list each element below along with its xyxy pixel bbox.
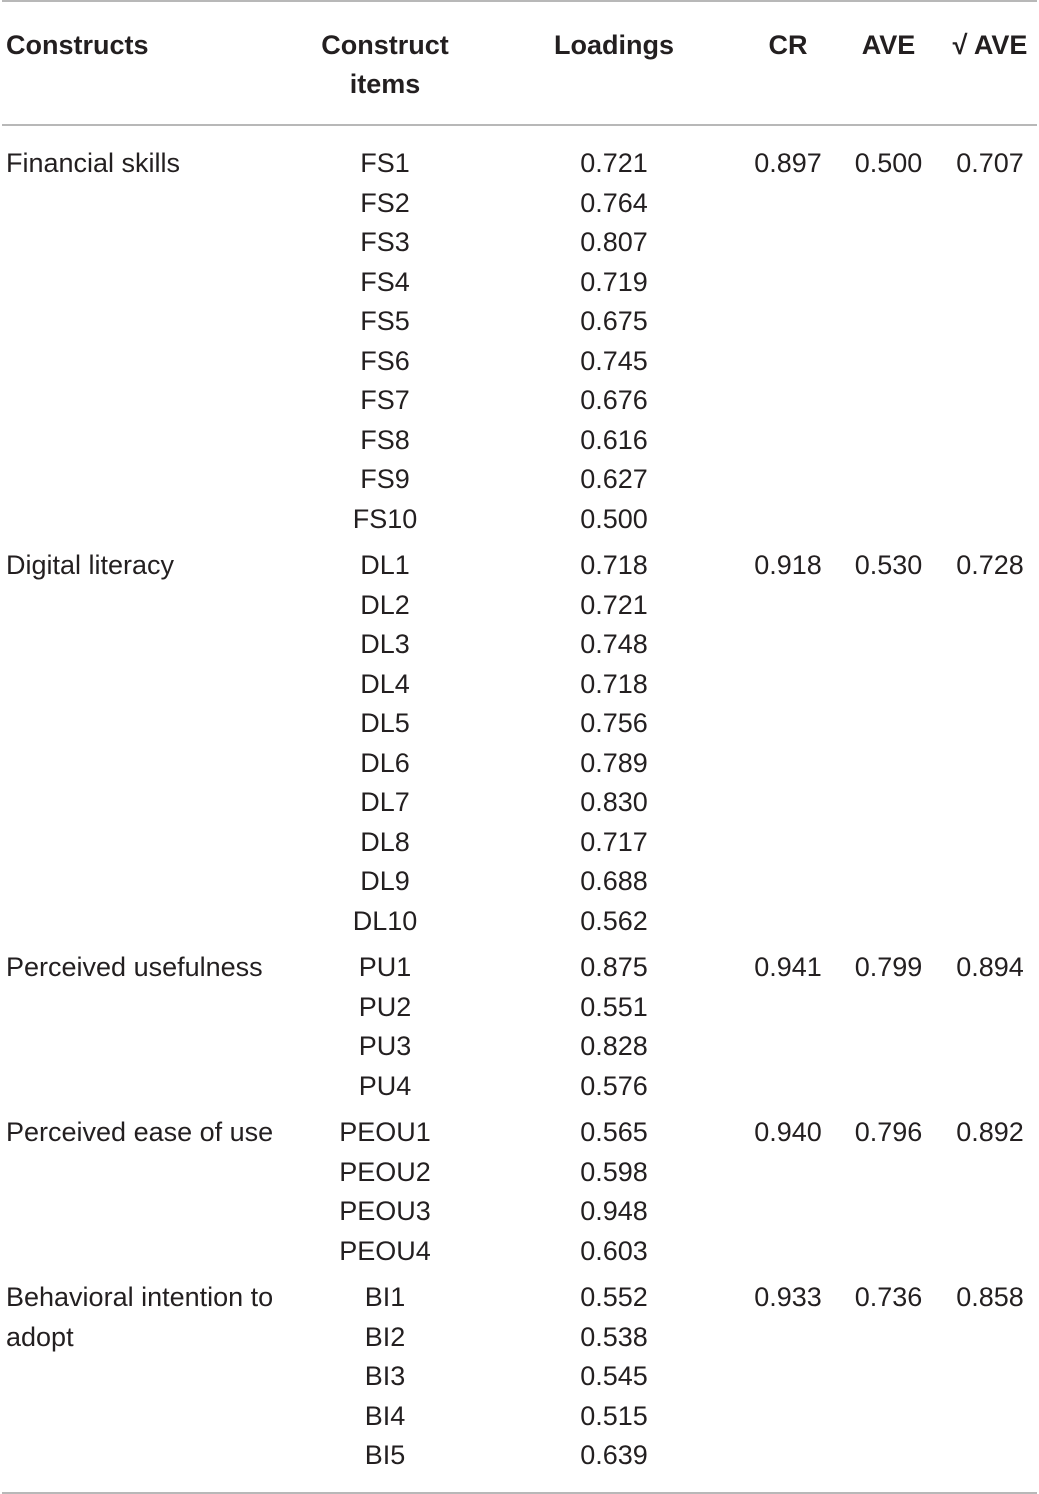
construct-ave: 0.530 xyxy=(854,550,923,580)
construct-ave: 0.500 xyxy=(854,148,923,178)
item-loading: 0.721 xyxy=(580,148,648,178)
construct-cr: 0.941 xyxy=(754,952,822,982)
item-loading: 0.745 xyxy=(580,345,648,376)
construct-item: FS8 xyxy=(360,424,410,455)
construct-ave: 0.736 xyxy=(854,1282,923,1312)
item-loading: 0.551 xyxy=(580,991,648,1022)
construct-item: DL9 xyxy=(360,866,410,896)
item-loading: 0.807 xyxy=(580,227,648,257)
item-loading: 0.830 xyxy=(580,787,648,817)
construct-cr: 0.933 xyxy=(754,1282,822,1312)
construct-item: PU1 xyxy=(358,952,412,982)
item-loading: 0.500 xyxy=(580,503,648,534)
construct-item: FS9 xyxy=(360,464,410,494)
construct-cr: 0.940 xyxy=(754,1117,822,1147)
construct-sqrt-ave: 0.707 xyxy=(956,148,1024,178)
construct-item: DL10 xyxy=(352,905,418,936)
construct-item: DL2 xyxy=(360,589,410,620)
construct-item: PU3 xyxy=(358,1031,412,1061)
table-body xyxy=(2,125,1037,1493)
header-cr: CR xyxy=(768,30,808,60)
construct-item: FS6 xyxy=(360,345,410,376)
construct-item: BI4 xyxy=(364,1400,406,1431)
construct-item: FS5 xyxy=(360,306,410,336)
item-loading: 0.616 xyxy=(580,424,648,455)
item-loading: 0.603 xyxy=(580,1235,648,1266)
construct-reliability-table-wrapper xyxy=(2,0,1037,1494)
item-loading: 0.515 xyxy=(580,1400,648,1431)
construct-sqrt-ave: 0.858 xyxy=(956,1282,1024,1312)
construct-item: DL8 xyxy=(360,826,410,857)
construct-item: DL4 xyxy=(360,668,410,699)
item-loading: 0.576 xyxy=(580,1070,648,1101)
header-ave: AVE xyxy=(861,30,916,60)
item-loading: 0.545 xyxy=(580,1361,648,1391)
item-loading: 0.948 xyxy=(580,1196,648,1226)
construct-item: FS2 xyxy=(360,187,410,218)
item-loading: 0.789 xyxy=(580,747,648,778)
item-loading: 0.717 xyxy=(580,826,648,857)
construct-sqrt-ave: 0.894 xyxy=(956,952,1024,982)
item-loading: 0.828 xyxy=(580,1031,648,1061)
table-row xyxy=(2,1271,1037,1318)
construct-item: FS3 xyxy=(360,227,410,257)
construct-item: DL3 xyxy=(360,629,410,659)
construct-ave: 0.799 xyxy=(854,952,923,982)
construct-item: PU4 xyxy=(358,1070,412,1101)
item-loading: 0.639 xyxy=(580,1440,648,1470)
table-row xyxy=(2,125,1037,184)
header-loadings: Loadings xyxy=(554,30,674,60)
table-header xyxy=(2,1,1037,125)
construct-item: BI2 xyxy=(364,1321,406,1352)
item-loading: 0.565 xyxy=(580,1117,648,1147)
item-loading: 0.688 xyxy=(580,866,648,896)
header-sqrt-ave: √ AVE xyxy=(952,30,1028,60)
item-loading: 0.875 xyxy=(580,952,648,982)
construct-item: FS10 xyxy=(352,503,418,534)
construct-item: PEOU4 xyxy=(339,1235,431,1266)
header-construct-items: Construct items xyxy=(321,30,449,99)
item-loading: 0.562 xyxy=(580,905,648,936)
item-loading: 0.538 xyxy=(580,1321,648,1352)
construct-item: DL6 xyxy=(360,747,410,778)
construct-name: Behavioral intention to adopt xyxy=(6,1282,274,1352)
construct-item: DL1 xyxy=(360,550,410,580)
construct-item: BI1 xyxy=(364,1282,406,1312)
construct-item: FS1 xyxy=(360,148,410,178)
table-row xyxy=(2,941,1037,988)
item-loading: 0.676 xyxy=(580,385,648,415)
item-loading: 0.718 xyxy=(580,668,648,699)
construct-name: Financial skills xyxy=(6,148,181,178)
construct-item: BI3 xyxy=(364,1361,406,1391)
table-row xyxy=(2,539,1037,586)
header-constructs: Constructs xyxy=(6,30,149,60)
construct-item: BI5 xyxy=(364,1440,406,1470)
construct-name: Digital literacy xyxy=(6,550,175,580)
item-loading: 0.764 xyxy=(580,187,648,218)
construct-name: Perceived usefulness xyxy=(6,952,263,982)
item-loading: 0.718 xyxy=(580,550,648,580)
table-row xyxy=(2,1106,1037,1153)
construct-cr: 0.897 xyxy=(754,148,822,178)
construct-sqrt-ave: 0.892 xyxy=(956,1117,1024,1147)
construct-name: Perceived ease of use xyxy=(6,1117,274,1147)
construct-item: FS7 xyxy=(360,385,410,415)
construct-item: PEOU1 xyxy=(339,1117,431,1147)
construct-item: PEOU2 xyxy=(339,1156,431,1187)
item-loading: 0.552 xyxy=(580,1282,648,1312)
construct-item: DL7 xyxy=(360,787,410,817)
construct-item: PEOU3 xyxy=(339,1196,431,1226)
item-loading: 0.598 xyxy=(580,1156,648,1187)
construct-item: FS4 xyxy=(360,266,410,297)
item-loading: 0.721 xyxy=(580,589,648,620)
item-loading: 0.756 xyxy=(580,708,648,738)
construct-cr: 0.918 xyxy=(754,550,822,580)
header-row xyxy=(2,1,1037,125)
construct-item: DL5 xyxy=(360,708,410,738)
construct-reliability-table xyxy=(2,0,1037,1494)
item-loading: 0.627 xyxy=(580,464,648,494)
construct-sqrt-ave: 0.728 xyxy=(956,550,1024,580)
item-loading: 0.675 xyxy=(580,306,648,336)
construct-ave: 0.796 xyxy=(854,1117,923,1147)
item-loading: 0.719 xyxy=(580,266,648,297)
item-loading: 0.748 xyxy=(580,629,648,659)
construct-item: PU2 xyxy=(358,991,412,1022)
